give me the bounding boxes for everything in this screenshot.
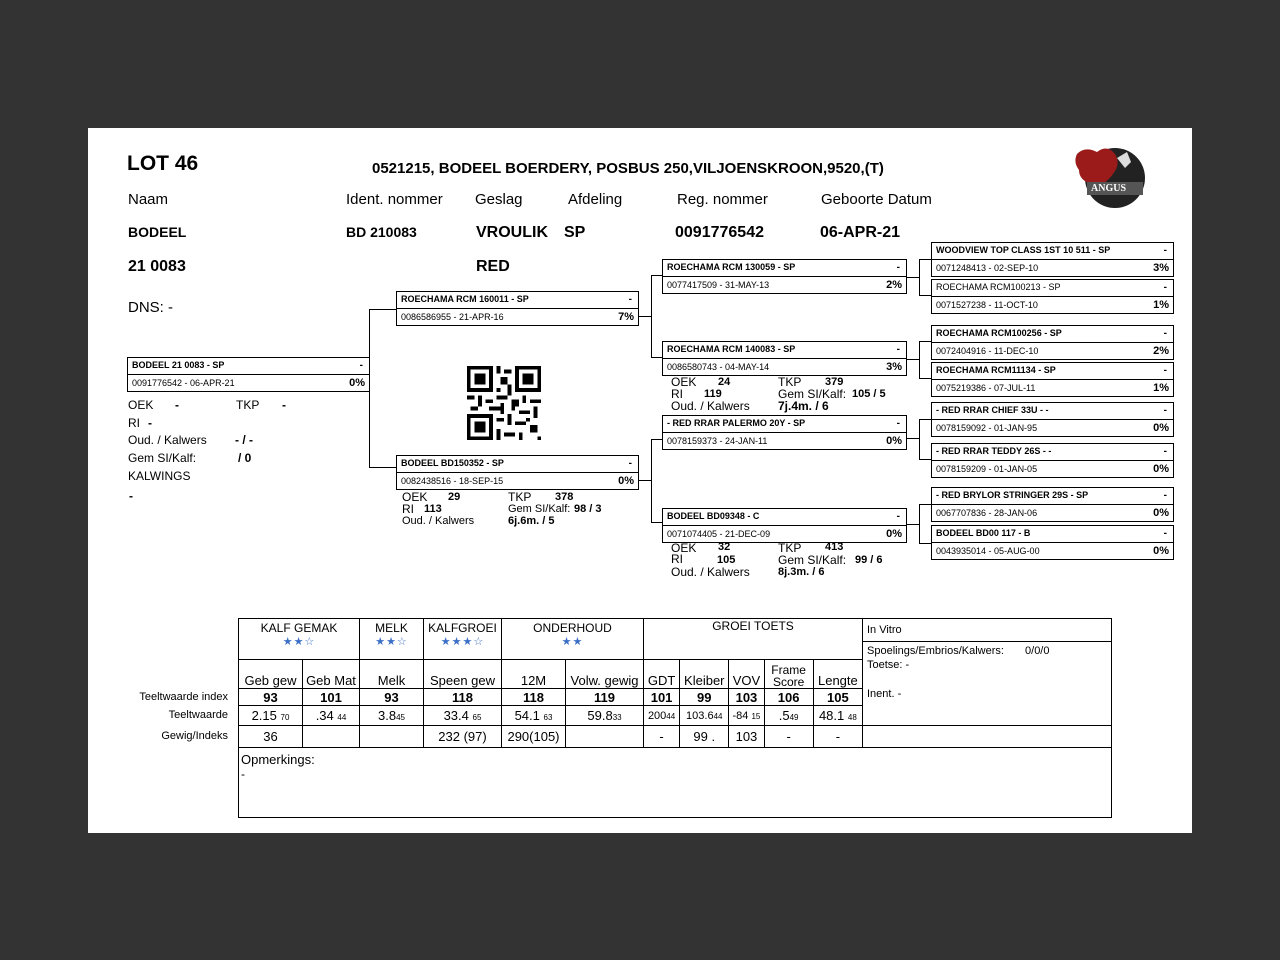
col-header-lengte: Lengte xyxy=(813,660,862,689)
dam-dam-oud: 8j.3m. / 6 xyxy=(778,566,825,578)
animal-kalwings-label: KALWINGS xyxy=(128,469,191,483)
index-cell: 106 xyxy=(764,689,813,706)
col-header-geb-mat: Geb Mat xyxy=(303,660,360,689)
acc-value: 44 xyxy=(713,711,723,721)
g3-dash: - xyxy=(1163,245,1167,256)
invitro-label: In Vitro xyxy=(867,624,902,636)
sire-reg: 0086586955 - 21-APR-16 xyxy=(401,312,504,322)
group-kalfgroei-label: KALFGROEI xyxy=(428,621,497,635)
ev-table xyxy=(238,618,1112,818)
sire-dam-gem: 105 / 5 xyxy=(852,388,886,400)
g3-dash: - xyxy=(1163,446,1167,457)
row-label-index: Teeltwaarde index xyxy=(139,691,228,703)
g3-name: - RED BRYLOR STRINGER 29S - SP xyxy=(936,490,1089,500)
teelt-cell xyxy=(239,706,303,726)
connector-g3d-bottom xyxy=(919,543,931,544)
col-header-geb-gew: Geb gew xyxy=(239,660,303,689)
sire-dam-oek-label: OEK xyxy=(671,375,697,389)
dam-dam-oud-label: Oud. / Kalwers xyxy=(671,565,750,579)
sire-box[interactable] xyxy=(396,291,639,326)
group-kalfgemak xyxy=(239,619,360,660)
remarks-value: - xyxy=(241,767,245,781)
dam-dam-tkp-label: TKP xyxy=(778,541,802,555)
row-label-teelt: Teeltwaarde xyxy=(168,709,228,721)
g3-box-6[interactable] xyxy=(931,443,1174,478)
stars-melk: ★★☆ xyxy=(375,636,408,648)
index-cell: 101 xyxy=(303,689,360,706)
g3-pct: 0% xyxy=(1153,545,1169,557)
g3-name: ROECHAMA RCM100213 - SP xyxy=(936,282,1061,292)
g3-name: WOODVIEW TOP CLASS 1ST 10 511 - SP xyxy=(936,245,1111,255)
index-cell: 99 xyxy=(680,689,729,706)
sire-dam-separator xyxy=(663,358,906,359)
animal-ri: - xyxy=(148,416,152,430)
animal-box[interactable] xyxy=(127,357,370,392)
sire-dam-name: ROECHAMA RCM 140083 - SP xyxy=(667,344,796,354)
group-groei-label: GROEI TOETS xyxy=(712,619,794,633)
dam-sire-separator xyxy=(663,432,906,433)
animal-oek: - xyxy=(175,398,179,412)
connector-g1-bottom xyxy=(369,467,396,468)
sire-separator xyxy=(397,308,638,309)
dam-name: BODEEL BD150352 - SP xyxy=(401,458,504,468)
dam-separator xyxy=(397,472,638,473)
connector-g3a-mid xyxy=(905,277,919,278)
gewig-cell: 99 . xyxy=(680,726,729,748)
g3-pct: 0% xyxy=(1153,463,1169,475)
animal-gem-label: Gem SI/Kalf: xyxy=(128,451,197,465)
sire-dam-tkp-label: TKP xyxy=(778,375,802,389)
index-cell: 118 xyxy=(424,689,502,706)
g3-box-3[interactable] xyxy=(931,325,1174,360)
naam-label: Naam xyxy=(128,191,169,208)
dam-dam-dash: - xyxy=(896,511,900,522)
connector-g1-top xyxy=(369,309,396,310)
teelt-value: 103.6 xyxy=(686,709,714,722)
connector-g3c-bottom xyxy=(919,459,931,460)
remarks-label: Opmerkings: xyxy=(241,752,315,767)
g3-box-1[interactable] xyxy=(931,242,1174,277)
reg-value: 0091776542 xyxy=(675,224,764,241)
animal-oud: - / - xyxy=(235,433,253,447)
toetse-value: Toetse: - xyxy=(867,659,910,671)
sire-sire-separator xyxy=(663,276,906,277)
dam-reg: 0082438516 - 18-SEP-15 xyxy=(401,476,504,486)
group-onderhoud-label: ONDERHOUD xyxy=(533,621,612,635)
g3-box-8[interactable] xyxy=(931,525,1174,560)
index-cell: 93 xyxy=(360,689,424,706)
dam-dam-gem: 99 / 6 xyxy=(855,554,883,566)
g3-reg: 0043935014 - 05-AUG-00 xyxy=(936,546,1040,556)
g3-pct: 2% xyxy=(1153,345,1169,357)
animal-ri-label: RI xyxy=(128,416,140,430)
g3-reg: 0075219386 - 07-JUL-11 xyxy=(936,383,1036,393)
teelt-cell xyxy=(644,706,680,726)
row-label-gewig: Gewig/Indeks xyxy=(161,730,228,742)
connector-g3a-bottom xyxy=(919,295,931,296)
connector-g3b-top xyxy=(919,341,931,342)
g3-box-7[interactable] xyxy=(931,487,1174,522)
gewig-cell: 103 xyxy=(729,726,764,748)
naam-value-1: BODEEL xyxy=(128,224,187,240)
lot-number: LOT 46 xyxy=(127,152,199,175)
col-header-speen-gew: Speen gew xyxy=(424,660,502,689)
connector-g3c-mid xyxy=(905,438,919,439)
teelt-cell xyxy=(360,706,424,726)
dam-sire-box[interactable] xyxy=(662,415,907,450)
sire-sire-box[interactable] xyxy=(662,259,907,294)
group-melk-label: MELK xyxy=(375,621,408,635)
connector-g2a-top xyxy=(651,275,662,276)
ident-label: Ident. nommer xyxy=(346,191,443,208)
dam-sire-reg: 0078159373 - 24-JAN-11 xyxy=(667,436,768,446)
g3-dash: - xyxy=(1163,528,1167,539)
afdeling-label: Afdeling xyxy=(568,191,623,208)
animal-reg: 0091776542 - 06-APR-21 xyxy=(132,378,235,388)
gewig-cell: - xyxy=(644,726,680,748)
g3-reg: 0078159092 - 01-JAN-95 xyxy=(936,423,1038,433)
index-cell: 118 xyxy=(502,689,566,706)
connector-g3c-top xyxy=(919,419,931,420)
animal-tkp: - xyxy=(282,398,286,412)
animal-pct: 0% xyxy=(349,377,365,389)
teelt-cell xyxy=(764,706,813,726)
g3-dash: - xyxy=(1163,405,1167,416)
sire-sire-name: ROECHAMA RCM 130059 - SP xyxy=(667,262,796,272)
connector-g3b-mid xyxy=(905,359,919,360)
g3-separator xyxy=(932,259,1173,260)
connector-g2a xyxy=(651,275,652,357)
dam-dam-tkp: 413 xyxy=(825,541,844,553)
g3-separator xyxy=(932,542,1173,543)
index-cell: 93 xyxy=(239,689,303,706)
connector-g3b-bottom xyxy=(919,378,931,379)
group-groei xyxy=(644,619,863,660)
sire-dam-ri-label: RI xyxy=(671,387,683,401)
g3-separator xyxy=(932,296,1173,297)
gewig-cell xyxy=(566,726,644,748)
dam-dash: - xyxy=(628,458,632,469)
g3-pct: 3% xyxy=(1153,262,1169,274)
sire-dam-gem-label: Gem SI/Kalf: xyxy=(778,387,847,401)
dam-dam-pct: 0% xyxy=(886,528,902,540)
side-panel-bottom xyxy=(863,726,1112,748)
animal-gem: / 0 xyxy=(238,451,252,465)
acc-value: 65 xyxy=(472,713,482,722)
sire-dam-oek: 24 xyxy=(718,376,731,388)
sire-dash: - xyxy=(628,294,632,305)
dam-oud: 6j.6m. / 5 xyxy=(508,515,555,527)
g3-dash: - xyxy=(1163,365,1167,376)
group-kalfgroei xyxy=(424,619,502,660)
col-header-gdt: GDT xyxy=(644,660,680,689)
sire-dam-box[interactable] xyxy=(662,341,907,376)
teelt-value: 2.15 xyxy=(251,708,277,723)
dam-dam-name: BODEEL BD09348 - C xyxy=(667,511,760,521)
sire-name: ROECHAMA RCM 160011 - SP xyxy=(401,294,529,304)
g3-separator xyxy=(932,460,1173,461)
g3-reg: 0071248413 - 02-SEP-10 xyxy=(936,263,1039,273)
col-header-melk: Melk xyxy=(360,660,424,689)
teelt-cell xyxy=(813,706,862,726)
spoelings-label: Spoelings/Embrios/Kalwers: xyxy=(867,645,1004,657)
animal-dash: - xyxy=(359,360,363,371)
dam-ri-label: RI xyxy=(402,502,414,516)
teelt-cell xyxy=(680,706,729,726)
g3-pct: 0% xyxy=(1153,422,1169,434)
connector-g3a-top xyxy=(919,259,931,260)
afdeling-value: SP xyxy=(564,224,586,241)
teelt-value: .5 xyxy=(778,708,790,723)
sire-dam-dash: - xyxy=(896,344,900,355)
dam-oud-label: Oud. / Kalwers xyxy=(402,515,475,527)
g3-dash: - xyxy=(1163,282,1167,293)
connector-g3c xyxy=(919,419,920,459)
geboorte-value: 06-APR-21 xyxy=(820,224,901,241)
connector-g3d-mid xyxy=(905,524,919,525)
connector-g2b-top xyxy=(651,439,662,440)
sire-dam-tkp: 379 xyxy=(825,376,844,388)
g3-dash: - xyxy=(1163,490,1167,501)
teelt-value: 200 xyxy=(647,709,667,722)
connector-g2b xyxy=(651,439,652,522)
dam-sire-pct: 0% xyxy=(886,435,902,447)
gewig-cell xyxy=(360,726,424,748)
teelt-value: 59.8 xyxy=(587,708,613,723)
animal-name: BODEEL 21 0083 - SP xyxy=(132,360,225,370)
animal-oek-label: OEK xyxy=(128,398,154,412)
spoelings-value: 0/0/0 xyxy=(1025,645,1050,657)
dam-dam-ri-label: RI xyxy=(671,552,683,566)
stars-onderhoud: ★★ xyxy=(561,636,584,648)
g3-name: ROECHAMA RCM100256 - SP xyxy=(936,328,1062,338)
animal-tkp-label: TKP xyxy=(236,398,260,412)
dam-dam-oek: 32 xyxy=(718,541,731,553)
acc-value: 63 xyxy=(543,713,553,722)
gewig-cell: - xyxy=(813,726,862,748)
g3-dash: - xyxy=(1163,328,1167,339)
stars-kalfgemak: ★★☆ xyxy=(282,636,316,648)
dam-oek: 29 xyxy=(448,491,461,503)
teelt-value: 33.4 xyxy=(443,708,469,723)
index-cell: 119 xyxy=(566,689,644,706)
sire-dam-pct: 3% xyxy=(886,361,902,373)
qr-code xyxy=(464,366,544,440)
connector-g2b-mid xyxy=(637,480,651,481)
stars-kalfgroei: ★★★☆ xyxy=(440,636,485,648)
g3-name: BODEEL BD00 117 - B xyxy=(936,528,1031,538)
connector-g2b-bottom xyxy=(651,522,662,523)
teelt-cell xyxy=(424,706,502,726)
dam-ri: 113 xyxy=(424,503,442,515)
geslag-value: VROULIK xyxy=(476,224,548,241)
angus-logo xyxy=(1073,144,1148,212)
gewig-cell xyxy=(303,726,360,748)
acc-value: 33 xyxy=(612,713,622,722)
col-header-volw-gewig: Volw. gewig xyxy=(566,660,644,689)
dam-sire-name: - RED RRAR PALERMO 20Y - SP xyxy=(667,418,806,428)
gewig-cell: 290(105) xyxy=(502,726,566,748)
teelt-cell xyxy=(729,706,764,726)
group-kalfgemak-label: KALF GEMAK xyxy=(260,621,338,635)
acc-value: 15 xyxy=(751,711,761,721)
connector-g3a xyxy=(919,259,920,295)
index-cell: 101 xyxy=(644,689,680,706)
animal-separator xyxy=(128,374,369,375)
animal-kalwings: - xyxy=(129,489,133,503)
dam-dam-box[interactable] xyxy=(662,508,907,543)
g3-pct: 0% xyxy=(1153,507,1169,519)
breeder-line: 0521215, BODEEL BOERDERY, POSBUS 250,VILJOENSKROON,9520,(T) xyxy=(372,160,884,177)
dam-dam-separator xyxy=(663,525,906,526)
g3-separator xyxy=(932,379,1173,380)
col-header-kleiber: Kleiber xyxy=(680,660,729,689)
acc-value: 70 xyxy=(280,713,290,722)
naam-value-2: 21 0083 xyxy=(128,258,186,275)
dam-dam-oek-label: OEK xyxy=(671,541,697,555)
reg-label: Reg. nommer xyxy=(677,191,768,208)
group-melk xyxy=(360,619,424,660)
geboorte-label: Geboorte Datum xyxy=(821,191,932,208)
g3-separator xyxy=(932,419,1173,420)
connector-g2a-mid xyxy=(637,316,651,317)
g3-separator xyxy=(932,342,1173,343)
logo-text: ANGUS xyxy=(1091,183,1127,194)
g3-pct: 1% xyxy=(1153,299,1169,311)
dam-box[interactable] xyxy=(396,455,639,490)
col-header-12m: 12M xyxy=(502,660,566,689)
dam-sire-dash: - xyxy=(896,418,900,429)
dam-dam-reg: 0071074405 - 21-DEC-09 xyxy=(667,529,771,539)
sire-sire-reg: 0077417509 - 31-MAY-13 xyxy=(667,280,770,290)
g3-name: - RED RRAR CHIEF 33U - - xyxy=(936,405,1049,415)
gewig-cell: - xyxy=(764,726,813,748)
teelt-value: .34 xyxy=(315,708,334,723)
animal-oud-label: Oud. / Kalwers xyxy=(128,433,207,447)
teelt-cell xyxy=(303,706,360,726)
remarks-box[interactable] xyxy=(239,748,1112,818)
inent-value: Inent. - xyxy=(867,688,902,700)
sire-sire-pct: 2% xyxy=(886,279,902,291)
g3-box-5[interactable] xyxy=(931,402,1174,437)
sire-sire-dash: - xyxy=(896,262,900,273)
acc-value: 44 xyxy=(337,713,347,722)
sire-dam-reg: 0086580743 - 04-MAY-14 xyxy=(667,362,770,372)
acc-value: 44 xyxy=(666,711,676,721)
teelt-value: -84 xyxy=(732,709,749,722)
sire-dam-oud-label: Oud. / Kalwers xyxy=(671,399,750,413)
g3-name: - RED RRAR TEDDY 26S - - xyxy=(936,446,1052,456)
g3-reg: 0078159209 - 01-JAN-05 xyxy=(936,464,1038,474)
sire-dam-ri: 119 xyxy=(704,388,722,400)
dam-dam-ri: 105 xyxy=(717,554,736,566)
g3-name: ROECHAMA RCM11134 - SP xyxy=(936,365,1056,375)
g3-separator xyxy=(932,504,1173,505)
dam-pct: 0% xyxy=(618,475,634,487)
gewig-cell: 232 (97) xyxy=(424,726,502,748)
col-header-frame-score: Frame Score xyxy=(764,660,813,689)
connector-g3b xyxy=(919,341,920,378)
group-onderhoud xyxy=(502,619,644,660)
teelt-value: 48.1 xyxy=(818,708,845,723)
dam-oek-label: OEK xyxy=(402,490,428,504)
acc-value: 49 xyxy=(789,713,799,722)
dam-tkp-label: TKP xyxy=(508,490,532,504)
dam-gem: 98 / 3 xyxy=(574,503,602,515)
g3-reg: 0071527238 - 11-OCT-10 xyxy=(936,300,1038,310)
g3-reg: 0067707836 - 28-JAN-06 xyxy=(936,508,1038,518)
teelt-value: 54.1 xyxy=(514,708,540,723)
side-panel xyxy=(863,619,1112,726)
pedigree-page xyxy=(88,128,1192,833)
col-header-vov: VOV xyxy=(729,660,764,689)
dam-tkp: 378 xyxy=(555,491,574,503)
g3-reg: 0072404916 - 11-DEC-10 xyxy=(936,346,1039,356)
geslag-label: Geslag xyxy=(475,191,523,208)
g3-box-4[interactable] xyxy=(931,362,1174,397)
g3-box-2[interactable] xyxy=(931,279,1174,314)
acc-value: 48 xyxy=(847,713,857,722)
ident-value: BD 210083 xyxy=(346,224,417,240)
acc-value: 45 xyxy=(396,713,405,722)
kleur-value: RED xyxy=(476,258,510,275)
sire-pct: 7% xyxy=(618,311,634,323)
gewig-cell: 36 xyxy=(239,726,303,748)
connector-g3d-top xyxy=(919,504,931,505)
dns-value: DNS: - xyxy=(128,299,173,316)
connector-g3d xyxy=(919,504,920,543)
index-cell: 103 xyxy=(729,689,764,706)
dam-dam-gem-label: Gem SI/Kalf: xyxy=(778,553,847,567)
teelt-cell xyxy=(566,706,644,726)
dam-gem-label: Gem SI/Kalf: xyxy=(508,503,571,515)
teelt-cell xyxy=(502,706,566,726)
index-cell: 105 xyxy=(813,689,862,706)
g3-pct: 1% xyxy=(1153,382,1169,394)
sire-dam-oud: 7j.4m. / 6 xyxy=(778,399,829,413)
connector-g2a-bottom xyxy=(651,357,662,358)
teelt-value: 3.8 xyxy=(378,708,397,723)
